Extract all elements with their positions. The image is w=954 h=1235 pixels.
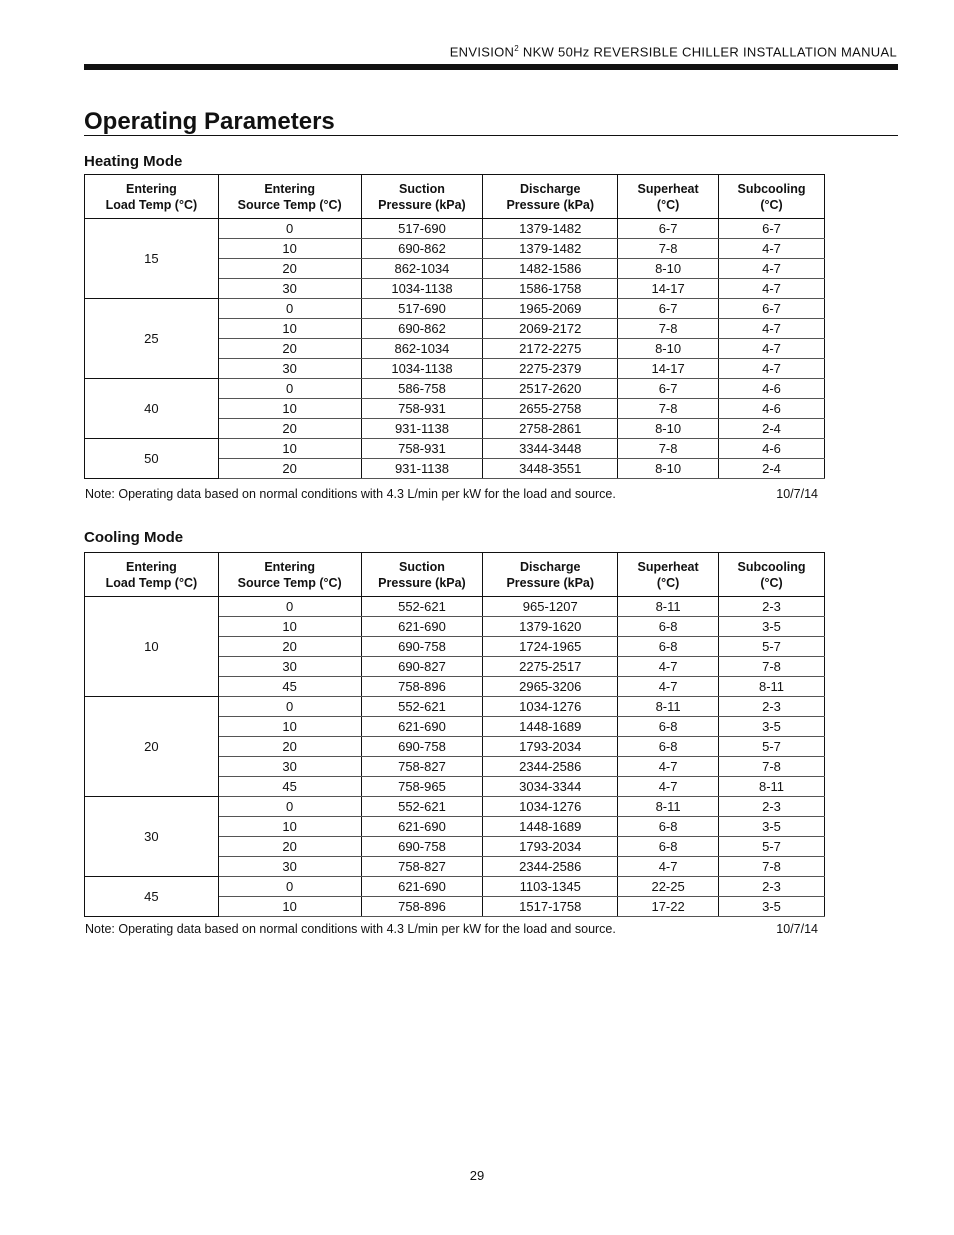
source-temp-cell: 10 <box>218 399 361 419</box>
subcooling-cell: 2-3 <box>719 797 825 817</box>
source-temp-cell: 0 <box>218 697 361 717</box>
subcooling-cell: 4-7 <box>719 239 825 259</box>
discharge-pressure-cell: 1034-1276 <box>483 697 618 717</box>
superheat-cell: 8-11 <box>618 697 719 717</box>
subcooling-cell: 5-7 <box>719 837 825 857</box>
source-temp-cell: 10 <box>218 439 361 459</box>
source-temp-cell: 10 <box>218 717 361 737</box>
source-temp-cell: 20 <box>218 737 361 757</box>
subcooling-cell: 3-5 <box>719 717 825 737</box>
superheat-cell: 7-8 <box>618 439 719 459</box>
superheat-cell: 4-7 <box>618 657 719 677</box>
source-temp-cell: 20 <box>218 259 361 279</box>
superheat-cell: 6-8 <box>618 817 719 837</box>
superheat-cell: 4-7 <box>618 777 719 797</box>
superheat-cell: 6-8 <box>618 617 719 637</box>
header-rule <box>84 64 898 70</box>
source-temp-cell: 0 <box>218 219 361 239</box>
cooling-mode-title: Cooling Mode <box>84 529 184 546</box>
subcooling-cell: 2-3 <box>719 697 825 717</box>
subcooling-cell: 4-7 <box>719 359 825 379</box>
suction-pressure-cell: 758-931 <box>361 399 483 419</box>
source-temp-cell: 20 <box>218 459 361 479</box>
suction-pressure-cell: 621-690 <box>361 877 483 897</box>
discharge-pressure-cell: 2344-2586 <box>483 757 618 777</box>
suction-pressure-cell: 586-758 <box>361 379 483 399</box>
running-header <box>450 44 897 59</box>
suction-pressure-cell: 690-862 <box>361 239 483 259</box>
suction-pressure-cell: 758-896 <box>361 677 483 697</box>
subcooling-cell: 8-11 <box>719 677 825 697</box>
discharge-pressure-cell: 2172-2275 <box>483 339 618 359</box>
source-temp-cell: 45 <box>218 777 361 797</box>
cooling-header-row <box>85 553 825 597</box>
suction-pressure-cell: 931-1138 <box>361 459 483 479</box>
header-brand: ENVISION <box>449 44 515 60</box>
subcooling-cell: 7-8 <box>719 857 825 877</box>
discharge-pressure-cell: 1793-2034 <box>483 737 618 757</box>
superheat-cell: 22-25 <box>618 877 719 897</box>
subcooling-cell: 4-7 <box>719 339 825 359</box>
superheat-cell: 6-8 <box>618 837 719 857</box>
col-discharge-pressure: Discharge Pressure (kPa) <box>483 553 618 597</box>
discharge-pressure-cell: 2655-2758 <box>483 399 618 419</box>
page-title: Operating Parameters <box>84 108 335 135</box>
superheat-cell: 8-11 <box>618 797 719 817</box>
source-temp-cell: 45 <box>218 677 361 697</box>
subcooling-cell: 6-7 <box>719 219 825 239</box>
discharge-pressure-cell: 1793-2034 <box>483 837 618 857</box>
load-temp-cell: 25 <box>85 299 219 379</box>
load-temp-cell: 30 <box>85 797 219 877</box>
load-temp-cell: 15 <box>85 219 219 299</box>
suction-pressure-cell: 621-690 <box>361 617 483 637</box>
discharge-pressure-cell: 1379-1620 <box>483 617 618 637</box>
superheat-cell: 14-17 <box>618 279 719 299</box>
source-temp-cell: 0 <box>218 379 361 399</box>
source-temp-cell: 10 <box>218 319 361 339</box>
discharge-pressure-cell: 1724-1965 <box>483 637 618 657</box>
superheat-cell: 6-8 <box>618 717 719 737</box>
discharge-pressure-cell: 965-1207 <box>483 597 618 617</box>
load-temp-cell: 45 <box>85 877 219 917</box>
subcooling-cell: 2-4 <box>719 459 825 479</box>
superheat-cell: 4-7 <box>618 857 719 877</box>
subcooling-cell: 3-5 <box>719 817 825 837</box>
discharge-pressure-cell: 3448-3551 <box>483 459 618 479</box>
table-row <box>85 379 825 399</box>
cooling-mode-table <box>84 552 825 917</box>
suction-pressure-cell: 621-690 <box>361 817 483 837</box>
discharge-pressure-cell: 1482-1586 <box>483 259 618 279</box>
load-temp-cell: 40 <box>85 379 219 439</box>
table-row <box>85 877 825 897</box>
suction-pressure-cell: 552-621 <box>361 597 483 617</box>
col-suction-pressure: Suction Pressure (kPa) <box>361 553 483 597</box>
suction-pressure-cell: 690-758 <box>361 637 483 657</box>
superheat-cell: 17-22 <box>618 897 719 917</box>
suction-pressure-cell: 758-827 <box>361 757 483 777</box>
source-temp-cell: 0 <box>218 797 361 817</box>
superheat-cell: 4-7 <box>618 757 719 777</box>
load-temp-cell: 10 <box>85 597 219 697</box>
subcooling-cell: 4-6 <box>719 439 825 459</box>
col-discharge-pressure: Discharge Pressure (kPa) <box>483 175 618 219</box>
header-brand-sup: 2 <box>514 44 519 53</box>
discharge-pressure-cell: 2517-2620 <box>483 379 618 399</box>
superheat-cell: 14-17 <box>618 359 719 379</box>
superheat-cell: 8-10 <box>618 339 719 359</box>
superheat-cell: 7-8 <box>618 319 719 339</box>
load-temp-cell: 50 <box>85 439 219 479</box>
superheat-cell: 7-8 <box>618 239 719 259</box>
source-temp-cell: 10 <box>218 897 361 917</box>
subcooling-cell: 4-7 <box>719 259 825 279</box>
cooling-note-date: 10/7/14 <box>776 922 818 936</box>
superheat-cell: 6-7 <box>618 379 719 399</box>
discharge-pressure-cell: 2758-2861 <box>483 419 618 439</box>
suction-pressure-cell: 758-931 <box>361 439 483 459</box>
discharge-pressure-cell: 3034-3344 <box>483 777 618 797</box>
source-temp-cell: 10 <box>218 817 361 837</box>
source-temp-cell: 20 <box>218 339 361 359</box>
subcooling-cell: 5-7 <box>719 737 825 757</box>
header-rest: NKW 50Hz REVERSIBLE CHILLER INSTALLATION MANUAL <box>518 44 897 60</box>
heating-note <box>85 487 818 501</box>
subcooling-cell: 2-3 <box>719 877 825 897</box>
superheat-cell: 4-7 <box>618 677 719 697</box>
subcooling-cell: 4-6 <box>719 379 825 399</box>
discharge-pressure-cell: 3344-3448 <box>483 439 618 459</box>
suction-pressure-cell: 758-827 <box>361 857 483 877</box>
discharge-pressure-cell: 1965-2069 <box>483 299 618 319</box>
heating-mode-table <box>84 174 825 479</box>
discharge-pressure-cell: 1379-1482 <box>483 219 618 239</box>
suction-pressure-cell: 758-896 <box>361 897 483 917</box>
heating-note-date: 10/7/14 <box>776 487 818 501</box>
superheat-cell: 8-11 <box>618 597 719 617</box>
table-row <box>85 299 825 319</box>
source-temp-cell: 10 <box>218 239 361 259</box>
suction-pressure-cell: 517-690 <box>361 219 483 239</box>
source-temp-cell: 30 <box>218 279 361 299</box>
superheat-cell: 6-8 <box>618 737 719 757</box>
subcooling-cell: 8-11 <box>719 777 825 797</box>
col-subcooling: Subcooling (°C) <box>719 175 825 219</box>
subcooling-cell: 2-4 <box>719 419 825 439</box>
table-row <box>85 797 825 817</box>
table-row <box>85 597 825 617</box>
discharge-pressure-cell: 1586-1758 <box>483 279 618 299</box>
discharge-pressure-cell: 2069-2172 <box>483 319 618 339</box>
suction-pressure-cell: 758-965 <box>361 777 483 797</box>
load-temp-cell: 20 <box>85 697 219 797</box>
superheat-cell: 8-10 <box>618 459 719 479</box>
col-entering-load-temp: Entering Load Temp (°C) <box>85 175 219 219</box>
suction-pressure-cell: 552-621 <box>361 697 483 717</box>
superheat-cell: 8-10 <box>618 259 719 279</box>
table-row <box>85 219 825 239</box>
discharge-pressure-cell: 1379-1482 <box>483 239 618 259</box>
source-temp-cell: 20 <box>218 637 361 657</box>
heating-note-text: Note: Operating data based on normal conditions with 4.3 L/min per kW for the load and source. <box>85 487 616 501</box>
subcooling-cell: 4-6 <box>719 399 825 419</box>
superheat-cell: 7-8 <box>618 399 719 419</box>
discharge-pressure-cell: 2275-2379 <box>483 359 618 379</box>
discharge-pressure-cell: 1448-1689 <box>483 717 618 737</box>
col-superheat: Superheat (°C) <box>618 175 719 219</box>
suction-pressure-cell: 690-758 <box>361 837 483 857</box>
suction-pressure-cell: 862-1034 <box>361 339 483 359</box>
suction-pressure-cell: 517-690 <box>361 299 483 319</box>
suction-pressure-cell: 1034-1138 <box>361 279 483 299</box>
superheat-cell: 6-8 <box>618 637 719 657</box>
subcooling-cell: 4-7 <box>719 319 825 339</box>
subcooling-cell: 7-8 <box>719 657 825 677</box>
suction-pressure-cell: 621-690 <box>361 717 483 737</box>
suction-pressure-cell: 862-1034 <box>361 259 483 279</box>
superheat-cell: 6-7 <box>618 299 719 319</box>
col-suction-pressure: Suction Pressure (kPa) <box>361 175 483 219</box>
discharge-pressure-cell: 1034-1276 <box>483 797 618 817</box>
page-number: 29 <box>469 1168 485 1183</box>
discharge-pressure-cell: 2275-2517 <box>483 657 618 677</box>
subcooling-cell: 6-7 <box>719 299 825 319</box>
discharge-pressure-cell: 1103-1345 <box>483 877 618 897</box>
col-entering-load-temp: Entering Load Temp (°C) <box>85 553 219 597</box>
source-temp-cell: 10 <box>218 617 361 637</box>
col-superheat: Superheat (°C) <box>618 553 719 597</box>
superheat-cell: 6-7 <box>618 219 719 239</box>
source-temp-cell: 30 <box>218 359 361 379</box>
cooling-note <box>85 922 818 936</box>
source-temp-cell: 20 <box>218 419 361 439</box>
subcooling-cell: 3-5 <box>719 897 825 917</box>
subcooling-cell: 5-7 <box>719 637 825 657</box>
table-row <box>85 439 825 459</box>
source-temp-cell: 30 <box>218 657 361 677</box>
discharge-pressure-cell: 2344-2586 <box>483 857 618 877</box>
col-entering-source-temp: Entering Source Temp (°C) <box>218 553 361 597</box>
subcooling-cell: 2-3 <box>719 597 825 617</box>
table-row <box>85 697 825 717</box>
col-subcooling: Subcooling (°C) <box>719 553 825 597</box>
source-temp-cell: 0 <box>218 597 361 617</box>
suction-pressure-cell: 690-758 <box>361 737 483 757</box>
subcooling-cell: 3-5 <box>719 617 825 637</box>
heating-mode-title: Heating Mode <box>84 153 183 170</box>
cooling-note-text: Note: Operating data based on normal conditions with 4.3 L/min per kW for the load and source. <box>85 922 616 936</box>
source-temp-cell: 20 <box>218 837 361 857</box>
suction-pressure-cell: 1034-1138 <box>361 359 483 379</box>
suction-pressure-cell: 552-621 <box>361 797 483 817</box>
col-entering-source-temp: Entering Source Temp (°C) <box>218 175 361 219</box>
discharge-pressure-cell: 1517-1758 <box>483 897 618 917</box>
source-temp-cell: 0 <box>218 299 361 319</box>
suction-pressure-cell: 690-862 <box>361 319 483 339</box>
discharge-pressure-cell: 2965-3206 <box>483 677 618 697</box>
heating-header-row <box>85 175 825 219</box>
superheat-cell: 8-10 <box>618 419 719 439</box>
discharge-pressure-cell: 1448-1689 <box>483 817 618 837</box>
source-temp-cell: 30 <box>218 857 361 877</box>
title-rule <box>84 135 898 136</box>
subcooling-cell: 4-7 <box>719 279 825 299</box>
source-temp-cell: 30 <box>218 757 361 777</box>
subcooling-cell: 7-8 <box>719 757 825 777</box>
suction-pressure-cell: 690-827 <box>361 657 483 677</box>
source-temp-cell: 0 <box>218 877 361 897</box>
suction-pressure-cell: 931-1138 <box>361 419 483 439</box>
